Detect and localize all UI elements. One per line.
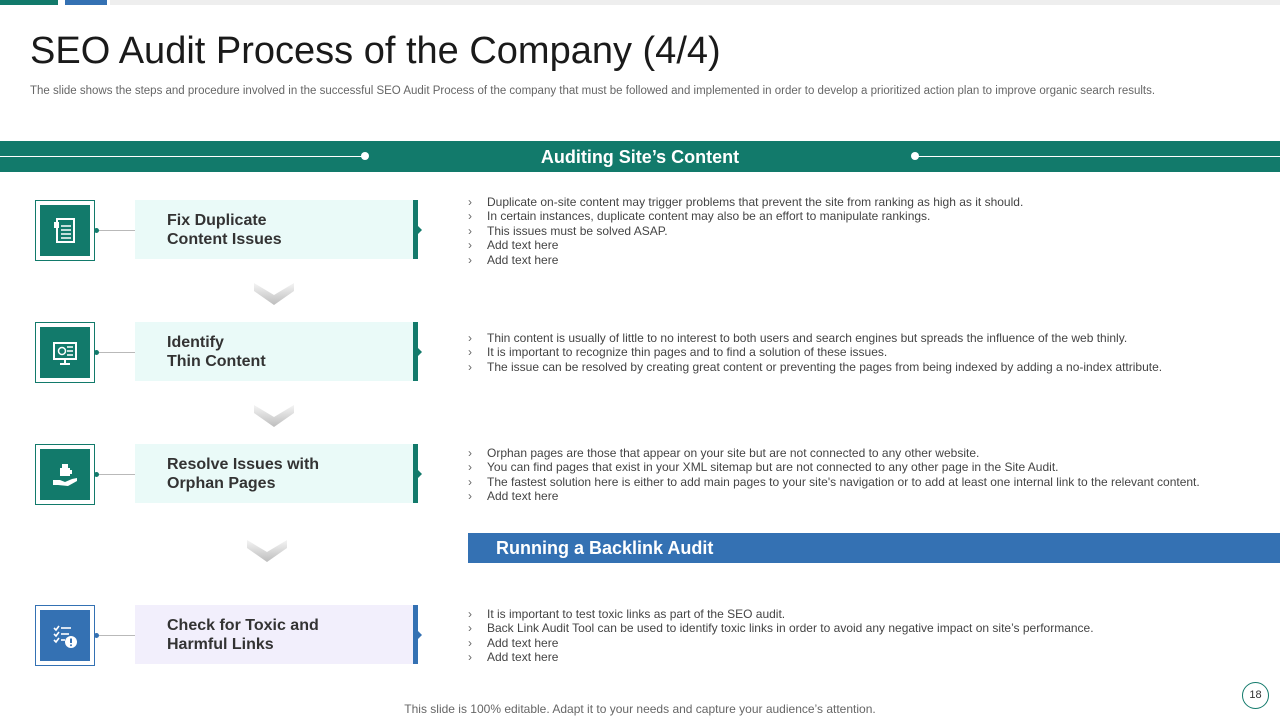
list-item: › Add text here — [468, 489, 1200, 503]
top-accent-bar-grey — [110, 0, 1280, 5]
list-item: › Orphan pages are those that appear on your site but are not connected to any other website. — [468, 446, 1200, 460]
slide-footer: This slide is 100% editable. Adapt it to your needs and capture your audience’s attention. — [404, 702, 876, 716]
step-3-panel — [135, 444, 414, 503]
slide-subtitle: The slide shows the steps and procedure involved in the successful SEO Audit Process of the company that must be followed and implemented in order to develop a prioritized action plan to improve organic search results. — [30, 85, 1156, 97]
chevron-down-icon — [254, 405, 294, 427]
web-analysis-icon — [50, 338, 80, 368]
step-1-label: Fix Duplicate Content Issues — [167, 211, 282, 248]
step-3-connector — [94, 474, 136, 475]
step-1-icon-box — [35, 200, 95, 261]
page-number: 18 — [1242, 682, 1269, 709]
step-4-label: Check for Toxic and Harmful Links — [167, 616, 319, 653]
document-icon — [50, 216, 80, 246]
step-1-connector — [94, 230, 136, 231]
top-accent-bar-teal — [0, 0, 58, 5]
list-item: › You can find pages that exist in your XML sitemap but are not connected to any other page in the Site Audit. — [468, 460, 1200, 474]
list-item: › This issues must be solved ASAP. — [468, 224, 1023, 238]
step-2-bullets — [468, 331, 1162, 374]
step-3-label: Resolve Issues with Orphan Pages — [167, 455, 320, 492]
list-item: › The fastest solution here is either to add main pages to your site's navigation or to add at least one internal link to the relevant content. — [468, 475, 1200, 489]
backlink-header-title: Running a Backlink Audit — [496, 538, 714, 558]
chevron-down-icon — [254, 283, 294, 305]
list-item: › Add text here — [468, 636, 1094, 650]
step-1-panel — [135, 200, 414, 259]
top-accent-bar-blue — [65, 0, 107, 5]
step-3-edge — [413, 444, 418, 503]
list-item: › In certain instances, duplicate content may also be an effort to manipulate rankings. — [468, 209, 1023, 223]
slide-title: SEO Audit Process of the Company (4/4) — [30, 30, 721, 72]
step-4-icon-box — [35, 605, 95, 666]
list-item: › Add text here — [468, 238, 1023, 252]
list-item: › It is important to test toxic links as part of the SEO audit. — [468, 607, 1094, 621]
section-header-band — [0, 141, 1280, 172]
list-item: › Duplicate on-site content may trigger problems that prevent the site from ranking as high as it should. — [468, 195, 1023, 209]
list-item: › Back Link Audit Tool can be used to identify toxic links in order to avoid any negative impact on site’s performance. — [468, 621, 1094, 635]
backlink-header-bar — [468, 533, 1280, 563]
list-item: › The issue can be resolved by creating great content or preventing the pages from being indexed by adding a no-index attribute. — [468, 360, 1162, 374]
step-1-bullets — [468, 195, 1023, 267]
step-1-edge — [413, 200, 418, 259]
step-3-bullets — [468, 446, 1200, 504]
step-2-icon-box — [35, 322, 95, 383]
step-4-bullets — [468, 607, 1094, 665]
step-2-panel — [135, 322, 414, 381]
list-item: › It is important to recognize thin pages and to find a solution of these issues. — [468, 345, 1162, 359]
list-item: › Add text here — [468, 650, 1094, 664]
step-2-edge — [413, 322, 418, 381]
step-3-icon-box — [35, 444, 95, 505]
list-item: › Thin content is usually of little to no interest to both users and search engines but spreads the influence of the web thinly. — [468, 331, 1162, 345]
checklist-alert-icon — [50, 621, 80, 651]
step-4-panel — [135, 605, 414, 664]
hand-puzzle-icon — [50, 460, 80, 490]
step-2-label: Identify Thin Content — [167, 333, 266, 370]
step-2-connector — [94, 352, 136, 353]
step-4-edge — [413, 605, 418, 664]
list-item: › Add text here — [468, 253, 1023, 267]
step-4-connector — [94, 635, 136, 636]
section-header-title: Auditing Site’s Content — [540, 147, 740, 167]
chevron-down-icon — [247, 540, 287, 562]
